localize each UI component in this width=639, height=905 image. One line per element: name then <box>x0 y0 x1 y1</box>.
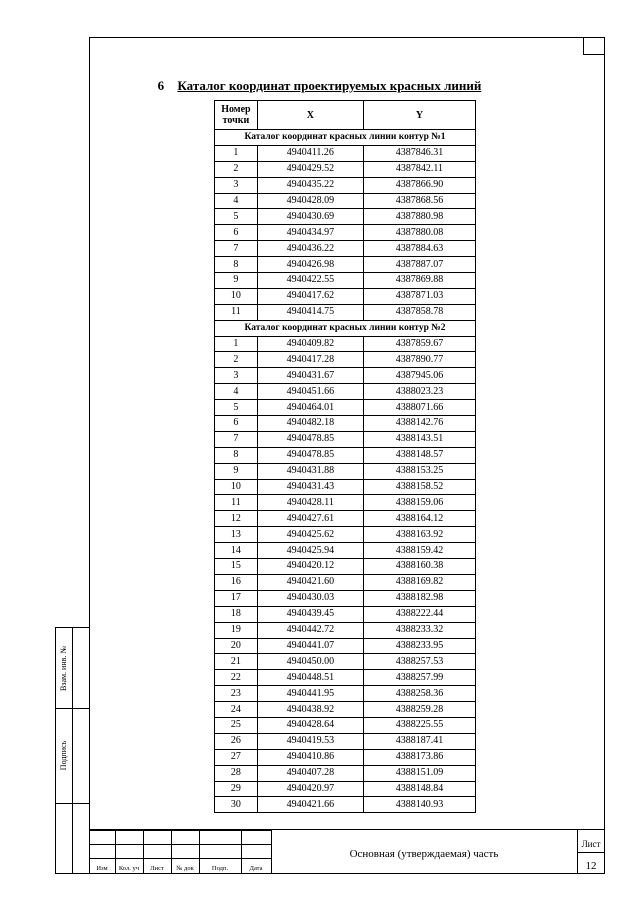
x-coordinate-cell: 4940441.07 <box>257 638 363 654</box>
point-number-cell: 19 <box>215 622 258 638</box>
section-number: 6 <box>157 78 165 93</box>
table-row <box>215 463 476 479</box>
point-number-cell: 3 <box>215 368 258 384</box>
y-coordinate-cell: 4388140.93 <box>363 797 475 813</box>
y-coordinate-cell: 4388258.36 <box>363 686 475 702</box>
table-header-row <box>215 101 476 130</box>
table-row <box>215 177 476 193</box>
x-coordinate-cell: 4940439.45 <box>257 606 363 622</box>
x-coordinate-cell: 4940410.86 <box>257 749 363 765</box>
x-coordinate-cell: 4940428.11 <box>257 495 363 511</box>
header-y: Y <box>363 101 475 130</box>
table-row <box>215 273 476 289</box>
table-row <box>215 225 476 241</box>
x-coordinate-cell: 4940434.97 <box>257 225 363 241</box>
table-row <box>215 686 476 702</box>
x-coordinate-cell: 4940422.55 <box>257 273 363 289</box>
y-coordinate-cell: 4387871.03 <box>363 288 475 304</box>
col-doc-number: № док <box>176 865 194 872</box>
x-coordinate-cell: 4940464.01 <box>257 400 363 416</box>
y-coordinate-cell: 4387945.06 <box>363 368 475 384</box>
x-coordinate-cell: 4940478.85 <box>257 431 363 447</box>
y-coordinate-cell: 4388142.76 <box>363 416 475 432</box>
point-number-cell: 23 <box>215 686 258 702</box>
x-coordinate-cell: 4940435.22 <box>257 177 363 193</box>
x-coordinate-cell: 4940478.85 <box>257 447 363 463</box>
x-coordinate-cell: 4940448.51 <box>257 670 363 686</box>
y-coordinate-cell: 4387859.67 <box>363 336 475 352</box>
y-coordinate-cell: 4388143.51 <box>363 431 475 447</box>
x-coordinate-cell: 4940450.00 <box>257 654 363 670</box>
table-row <box>215 400 476 416</box>
x-coordinate-cell: 4940420.97 <box>257 781 363 797</box>
point-number-cell: 7 <box>215 431 258 447</box>
table-row <box>215 304 476 320</box>
table-row <box>215 749 476 765</box>
y-coordinate-cell: 4388153.25 <box>363 463 475 479</box>
point-number-cell: 20 <box>215 638 258 654</box>
point-number-cell: 4 <box>215 193 258 209</box>
y-coordinate-cell: 4387842.11 <box>363 161 475 177</box>
y-coordinate-cell: 4388023.23 <box>363 384 475 400</box>
col-signature: Подп. <box>211 865 229 872</box>
table-row <box>215 209 476 225</box>
point-number-cell: 2 <box>215 352 258 368</box>
table-row <box>215 638 476 654</box>
section-title-cell: Каталог координат красных линии контур №2 <box>215 320 476 336</box>
stamp-line <box>89 858 271 859</box>
point-number-cell: 1 <box>215 145 258 161</box>
point-number-cell: 26 <box>215 733 258 749</box>
y-coordinate-cell: 4387887.07 <box>363 257 475 273</box>
point-number-cell: 24 <box>215 702 258 718</box>
y-coordinate-cell: 4387884.63 <box>363 241 475 257</box>
y-coordinate-cell: 4387869.88 <box>363 273 475 289</box>
point-number-cell: 9 <box>215 463 258 479</box>
side-signature-label: Подпись <box>59 740 69 771</box>
y-coordinate-cell: 4387868.56 <box>363 193 475 209</box>
x-coordinate-cell: 4940409.82 <box>257 336 363 352</box>
point-number-cell: 27 <box>215 749 258 765</box>
point-number-cell: 5 <box>215 209 258 225</box>
x-coordinate-cell: 4940417.28 <box>257 352 363 368</box>
x-coordinate-cell: 4940428.64 <box>257 717 363 733</box>
table-row <box>215 702 476 718</box>
point-number-cell: 11 <box>215 304 258 320</box>
x-coordinate-cell: 4940414.75 <box>257 304 363 320</box>
point-number-cell: 10 <box>215 479 258 495</box>
table-row <box>215 670 476 686</box>
x-coordinate-cell: 4940438.92 <box>257 702 363 718</box>
y-coordinate-cell: 4388148.84 <box>363 781 475 797</box>
x-coordinate-cell: 4940431.67 <box>257 368 363 384</box>
section-title-cell: Каталог координат красных линии контур №1 <box>215 130 476 146</box>
y-coordinate-cell: 4388222.44 <box>363 606 475 622</box>
y-coordinate-cell: 4388257.99 <box>363 670 475 686</box>
point-number-cell: 9 <box>215 273 258 289</box>
point-number-cell: 7 <box>215 241 258 257</box>
x-coordinate-cell: 4940411.26 <box>257 145 363 161</box>
point-number-cell: 21 <box>215 654 258 670</box>
y-coordinate-cell: 4387880.08 <box>363 225 475 241</box>
corner-box <box>583 37 605 55</box>
x-coordinate-cell: 4940436.22 <box>257 241 363 257</box>
y-coordinate-cell: 4388225.55 <box>363 717 475 733</box>
table-row <box>215 495 476 511</box>
table-row <box>215 574 476 590</box>
x-coordinate-cell: 4940451.66 <box>257 384 363 400</box>
section-header-row <box>215 130 476 146</box>
y-coordinate-cell: 4388259.28 <box>363 702 475 718</box>
y-coordinate-cell: 4388151.09 <box>363 765 475 781</box>
y-coordinate-cell: 4387846.31 <box>363 145 475 161</box>
y-coordinate-cell: 4388159.06 <box>363 495 475 511</box>
x-coordinate-cell: 4940431.43 <box>257 479 363 495</box>
x-coordinate-cell: 4940429.52 <box>257 161 363 177</box>
y-coordinate-cell: 4388169.82 <box>363 574 475 590</box>
point-number-cell: 6 <box>215 416 258 432</box>
table-row <box>215 193 476 209</box>
side-stamp <box>55 627 89 874</box>
table-row <box>215 288 476 304</box>
table-row <box>215 431 476 447</box>
x-coordinate-cell: 4940419.53 <box>257 733 363 749</box>
table-row <box>215 161 476 177</box>
point-number-cell: 1 <box>215 336 258 352</box>
y-coordinate-cell: 4387880.98 <box>363 209 475 225</box>
table-row <box>215 733 476 749</box>
header-point: Номер точки <box>215 101 258 130</box>
x-coordinate-cell: 4940407.28 <box>257 765 363 781</box>
table-row <box>215 765 476 781</box>
x-coordinate-cell: 4940417.62 <box>257 288 363 304</box>
x-coordinate-cell: 4940425.62 <box>257 527 363 543</box>
table-body <box>215 130 476 813</box>
table-row <box>215 145 476 161</box>
x-coordinate-cell: 4940421.60 <box>257 574 363 590</box>
y-coordinate-cell: 4388233.32 <box>363 622 475 638</box>
point-number-cell: 2 <box>215 161 258 177</box>
x-coordinate-cell: 4940426.98 <box>257 257 363 273</box>
x-coordinate-cell: 4940442.72 <box>257 622 363 638</box>
point-number-cell: 30 <box>215 797 258 813</box>
y-coordinate-cell: 4388159.42 <box>363 543 475 559</box>
table-row <box>215 797 476 813</box>
y-coordinate-cell: 4388158.52 <box>363 479 475 495</box>
side-signature-cell <box>56 708 72 803</box>
y-coordinate-cell: 4388173.86 <box>363 749 475 765</box>
side-approval-label: Взам. инв. № <box>59 645 69 691</box>
col-izm: Изм <box>96 865 108 872</box>
point-number-cell: 17 <box>215 590 258 606</box>
point-number-cell: 4 <box>215 384 258 400</box>
sheet-number: 12 <box>585 860 597 872</box>
col-kol-uch: Кол. уч <box>118 865 140 872</box>
x-coordinate-cell: 4940421.66 <box>257 797 363 813</box>
point-number-cell: 14 <box>215 543 258 559</box>
point-number-cell: 18 <box>215 606 258 622</box>
table-row <box>215 241 476 257</box>
point-number-cell: 25 <box>215 717 258 733</box>
section-title: Каталог координат проектируемых красных линий <box>177 78 482 93</box>
y-coordinate-cell: 4388164.12 <box>363 511 475 527</box>
table-row <box>215 352 476 368</box>
table-row <box>215 511 476 527</box>
col-list: Лист <box>150 865 164 872</box>
table-row <box>215 336 476 352</box>
document-part-title: Основная (утверждаемая) часть <box>349 848 499 860</box>
x-coordinate-cell: 4940482.18 <box>257 416 363 432</box>
y-coordinate-cell: 4387890.77 <box>363 352 475 368</box>
point-number-cell: 12 <box>215 511 258 527</box>
table-row <box>215 368 476 384</box>
table-row <box>215 527 476 543</box>
table-row <box>215 559 476 575</box>
table-row <box>215 622 476 638</box>
x-coordinate-cell: 4940430.03 <box>257 590 363 606</box>
y-coordinate-cell: 4388163.92 <box>363 527 475 543</box>
title-block <box>89 829 605 874</box>
x-coordinate-cell: 4940441.95 <box>257 686 363 702</box>
x-coordinate-cell: 4940425.94 <box>257 543 363 559</box>
x-coordinate-cell: 4940420.12 <box>257 559 363 575</box>
y-coordinate-cell: 4388187.41 <box>363 733 475 749</box>
header-x: X <box>257 101 363 130</box>
x-coordinate-cell: 4940430.69 <box>257 209 363 225</box>
point-number-cell: 28 <box>215 765 258 781</box>
y-coordinate-cell: 4387858.78 <box>363 304 475 320</box>
point-number-cell: 10 <box>215 288 258 304</box>
table-row <box>215 606 476 622</box>
table-row <box>215 479 476 495</box>
stamp-line <box>89 830 271 831</box>
x-coordinate-cell: 4940427.61 <box>257 511 363 527</box>
table-row <box>215 447 476 463</box>
table-row <box>215 590 476 606</box>
point-number-cell: 11 <box>215 495 258 511</box>
point-number-cell: 29 <box>215 781 258 797</box>
y-coordinate-cell: 4388071.66 <box>363 400 475 416</box>
table-row <box>215 781 476 797</box>
table-row <box>215 654 476 670</box>
point-number-cell: 13 <box>215 527 258 543</box>
y-coordinate-cell: 4388160.38 <box>363 559 475 575</box>
sheet-label: Лист <box>581 839 601 849</box>
x-coordinate-cell: 4940428.09 <box>257 193 363 209</box>
section-header-row <box>215 320 476 336</box>
side-stamp-divider <box>72 628 73 873</box>
coordinates-table <box>214 100 476 813</box>
side-divider <box>56 803 89 804</box>
point-number-cell: 6 <box>215 225 258 241</box>
col-date: Дата <box>249 865 263 872</box>
stamp-line <box>577 852 605 853</box>
point-number-cell: 3 <box>215 177 258 193</box>
side-approval-cell <box>56 628 72 708</box>
y-coordinate-cell: 4387866.90 <box>363 177 475 193</box>
y-coordinate-cell: 4388233.95 <box>363 638 475 654</box>
page-title <box>0 78 639 94</box>
point-number-cell: 15 <box>215 559 258 575</box>
table-row <box>215 543 476 559</box>
y-coordinate-cell: 4388257.53 <box>363 654 475 670</box>
x-coordinate-cell: 4940431.88 <box>257 463 363 479</box>
table-row <box>215 384 476 400</box>
table-row <box>215 416 476 432</box>
stamp-line <box>89 844 271 845</box>
point-number-cell: 22 <box>215 670 258 686</box>
table-row <box>215 717 476 733</box>
table-row <box>215 257 476 273</box>
y-coordinate-cell: 4388148.57 <box>363 447 475 463</box>
point-number-cell: 8 <box>215 257 258 273</box>
point-number-cell: 16 <box>215 574 258 590</box>
point-number-cell: 8 <box>215 447 258 463</box>
point-number-cell: 5 <box>215 400 258 416</box>
y-coordinate-cell: 4388182.98 <box>363 590 475 606</box>
